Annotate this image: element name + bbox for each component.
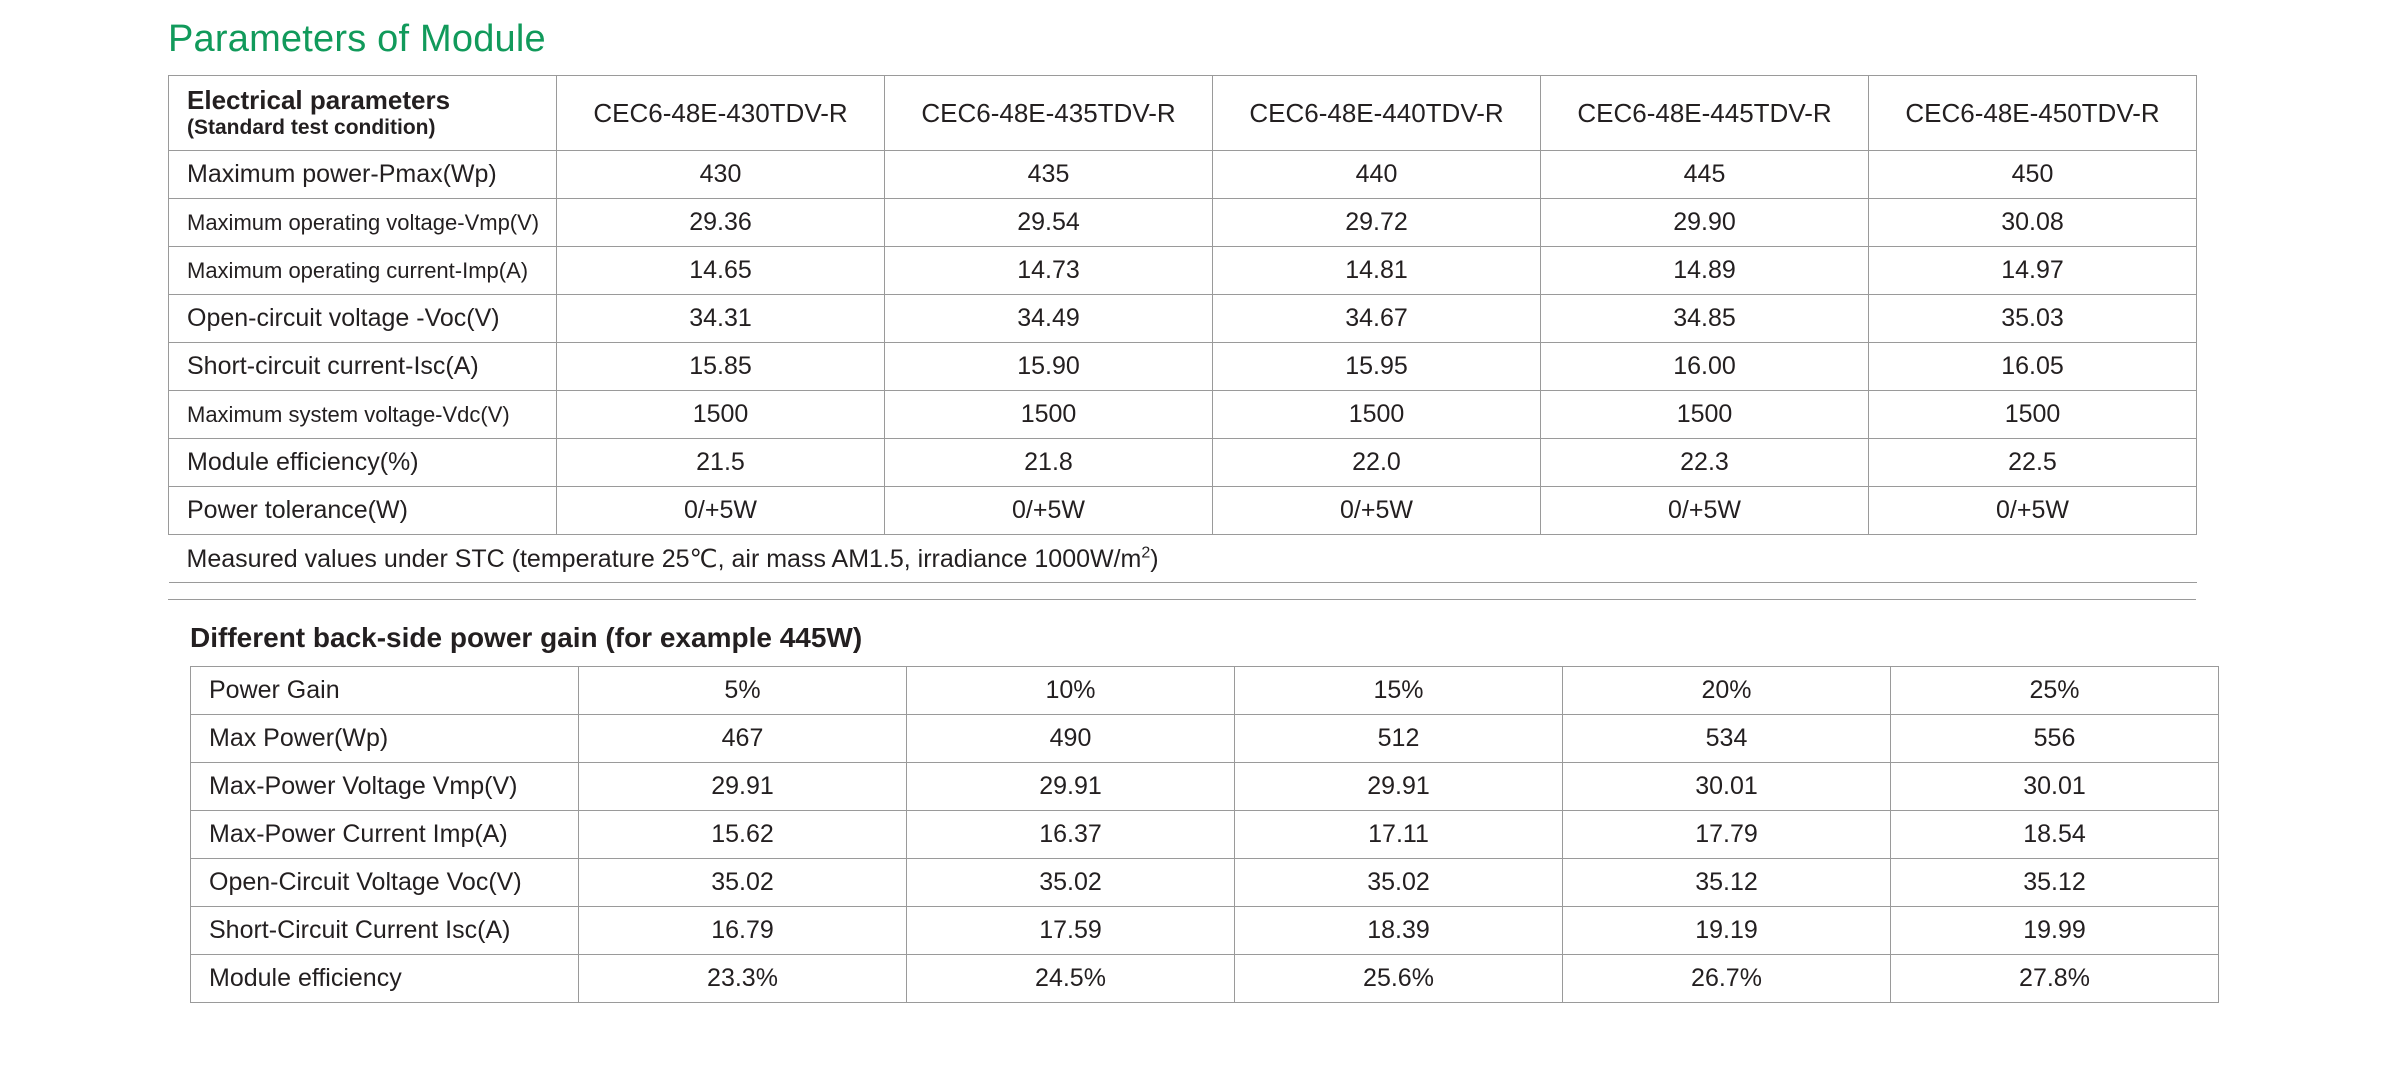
table-row bbox=[191, 955, 2219, 1003]
row-label: Open-circuit voltage -Voc(V) bbox=[169, 295, 557, 343]
row-value: 25.6% bbox=[1235, 955, 1563, 1003]
row-label: Module efficiency bbox=[191, 955, 579, 1003]
header-cell-model-3: CEC6-48E-440TDV-R bbox=[1213, 76, 1541, 151]
row-value: 35.12 bbox=[1563, 859, 1891, 907]
row-value: 30.01 bbox=[1563, 763, 1891, 811]
table-row bbox=[169, 439, 2197, 487]
row-value: 1500 bbox=[885, 391, 1213, 439]
row-value: 29.54 bbox=[885, 199, 1213, 247]
row-value: 21.8 bbox=[885, 439, 1213, 487]
row-value: 18.54 bbox=[1891, 811, 2219, 859]
header-cell-model-4: CEC6-48E-445TDV-R bbox=[1541, 76, 1869, 151]
row-label: Module efficiency(%) bbox=[169, 439, 557, 487]
back-side-gain-title: Different back-side power gain (for example 445W) bbox=[190, 622, 863, 653]
row-value: 15.62 bbox=[579, 811, 907, 859]
row-value: 440 bbox=[1213, 151, 1541, 199]
header-cell-model-5: CEC6-48E-450TDV-R bbox=[1869, 76, 2197, 151]
table-row bbox=[169, 199, 2197, 247]
row-value: 512 bbox=[1235, 715, 1563, 763]
row-value: 22.5 bbox=[1869, 439, 2197, 487]
row-value: 18.39 bbox=[1235, 907, 1563, 955]
row-value: 0/+5W bbox=[1869, 487, 2197, 535]
row-value: 34.67 bbox=[1213, 295, 1541, 343]
stc-note bbox=[169, 535, 2197, 583]
row-value: 22.3 bbox=[1541, 439, 1869, 487]
row-value: 29.72 bbox=[1213, 199, 1541, 247]
row-value: 1500 bbox=[557, 391, 885, 439]
row-label: Maximum operating current-Imp(A) bbox=[169, 247, 557, 295]
row-value: 0/+5W bbox=[557, 487, 885, 535]
row-value: 16.37 bbox=[907, 811, 1235, 859]
header-cell-model-1: CEC6-48E-430TDV-R bbox=[557, 76, 885, 151]
row-value: 27.8% bbox=[1891, 955, 2219, 1003]
header-cell-model-2: CEC6-48E-435TDV-R bbox=[885, 76, 1213, 151]
row-value: 34.49 bbox=[885, 295, 1213, 343]
row-value: 430 bbox=[557, 151, 885, 199]
row-value: 1500 bbox=[1541, 391, 1869, 439]
row-value: 15.85 bbox=[557, 343, 885, 391]
table-row bbox=[169, 391, 2197, 439]
row-value: 14.73 bbox=[885, 247, 1213, 295]
row-value: 490 bbox=[907, 715, 1235, 763]
row-value: 5% bbox=[579, 667, 907, 715]
table-row bbox=[169, 247, 2197, 295]
row-value: 29.91 bbox=[907, 763, 1235, 811]
section-divider bbox=[168, 599, 2196, 600]
stc-note-suffix: ) bbox=[1150, 544, 1159, 573]
row-value: 16.05 bbox=[1869, 343, 2197, 391]
row-label: Maximum power-Pmax(Wp) bbox=[169, 151, 557, 199]
electrical-parameters-table-wrapper bbox=[168, 75, 2196, 583]
header-parameters-line2: (Standard test condition) bbox=[187, 115, 436, 139]
row-value: 14.97 bbox=[1869, 247, 2197, 295]
row-value: 35.03 bbox=[1869, 295, 2197, 343]
table-header-row bbox=[169, 76, 2197, 151]
header-cell-parameters bbox=[169, 76, 557, 151]
row-label: Power Gain bbox=[191, 667, 579, 715]
row-value: 29.90 bbox=[1541, 199, 1869, 247]
row-value: 14.81 bbox=[1213, 247, 1541, 295]
row-value: 556 bbox=[1891, 715, 2219, 763]
row-value: 17.11 bbox=[1235, 811, 1563, 859]
row-label: Maximum operating voltage-Vmp(V) bbox=[169, 199, 557, 247]
row-label: Power tolerance(W) bbox=[169, 487, 557, 535]
row-value: 16.00 bbox=[1541, 343, 1869, 391]
table-row bbox=[169, 343, 2197, 391]
row-label: Short-circuit current-Isc(A) bbox=[169, 343, 557, 391]
row-value: 435 bbox=[885, 151, 1213, 199]
row-value: 29.91 bbox=[579, 763, 907, 811]
table-row bbox=[169, 487, 2197, 535]
row-value: 30.01 bbox=[1891, 763, 2219, 811]
stc-note-text: Measured values under STC (temperature 25℃, air mass AM1.5, irradiance 1000W/m bbox=[186, 544, 1142, 573]
row-value: 15.95 bbox=[1213, 343, 1541, 391]
row-value: 25% bbox=[1891, 667, 2219, 715]
row-value: 20% bbox=[1563, 667, 1891, 715]
row-value: 16.79 bbox=[579, 907, 907, 955]
row-value: 26.7% bbox=[1563, 955, 1891, 1003]
table-row bbox=[191, 667, 2219, 715]
page-title: Parameters of Module bbox=[168, 18, 546, 60]
row-value: 34.31 bbox=[557, 295, 885, 343]
back-side-gain-table bbox=[190, 666, 2219, 1003]
row-value: 467 bbox=[579, 715, 907, 763]
row-value: 35.02 bbox=[907, 859, 1235, 907]
row-value: 17.79 bbox=[1563, 811, 1891, 859]
row-value: 35.02 bbox=[1235, 859, 1563, 907]
header-parameters-line1: Electrical parameters bbox=[187, 84, 451, 115]
table-row bbox=[191, 907, 2219, 955]
row-value: 0/+5W bbox=[1541, 487, 1869, 535]
row-value: 534 bbox=[1563, 715, 1891, 763]
table-row bbox=[191, 763, 2219, 811]
row-value: 35.02 bbox=[579, 859, 907, 907]
table-row bbox=[191, 811, 2219, 859]
row-value: 0/+5W bbox=[885, 487, 1213, 535]
row-value: 1500 bbox=[1213, 391, 1541, 439]
row-value: 0/+5W bbox=[1213, 487, 1541, 535]
table-row bbox=[191, 859, 2219, 907]
row-value: 15.90 bbox=[885, 343, 1213, 391]
row-value: 10% bbox=[907, 667, 1235, 715]
row-label: Max-Power Voltage Vmp(V) bbox=[191, 763, 579, 811]
row-value: 14.65 bbox=[557, 247, 885, 295]
stc-note-row bbox=[169, 535, 2197, 583]
row-label: Maximum system voltage-Vdc(V) bbox=[169, 391, 557, 439]
row-value: 24.5% bbox=[907, 955, 1235, 1003]
table-row bbox=[169, 151, 2197, 199]
row-value: 1500 bbox=[1869, 391, 2197, 439]
row-value: 19.19 bbox=[1563, 907, 1891, 955]
row-value: 30.08 bbox=[1869, 199, 2197, 247]
table-row bbox=[191, 715, 2219, 763]
row-value: 34.85 bbox=[1541, 295, 1869, 343]
row-value: 29.91 bbox=[1235, 763, 1563, 811]
electrical-parameters-table bbox=[168, 75, 2197, 583]
row-value: 450 bbox=[1869, 151, 2197, 199]
row-value: 15% bbox=[1235, 667, 1563, 715]
row-value: 17.59 bbox=[907, 907, 1235, 955]
stc-note-superscript: 2 bbox=[1141, 544, 1151, 562]
row-value: 23.3% bbox=[579, 955, 907, 1003]
row-value: 22.0 bbox=[1213, 439, 1541, 487]
row-value: 35.12 bbox=[1891, 859, 2219, 907]
row-value: 19.99 bbox=[1891, 907, 2219, 955]
row-label: Max-Power Current Imp(A) bbox=[191, 811, 579, 859]
row-label: Max Power(Wp) bbox=[191, 715, 579, 763]
table-row bbox=[169, 295, 2197, 343]
row-value: 21.5 bbox=[557, 439, 885, 487]
row-value: 14.89 bbox=[1541, 247, 1869, 295]
row-label: Short-Circuit Current Isc(A) bbox=[191, 907, 579, 955]
row-label: Open-Circuit Voltage Voc(V) bbox=[191, 859, 579, 907]
row-value: 29.36 bbox=[557, 199, 885, 247]
back-side-gain-table-wrapper bbox=[190, 666, 2196, 1003]
row-value: 445 bbox=[1541, 151, 1869, 199]
